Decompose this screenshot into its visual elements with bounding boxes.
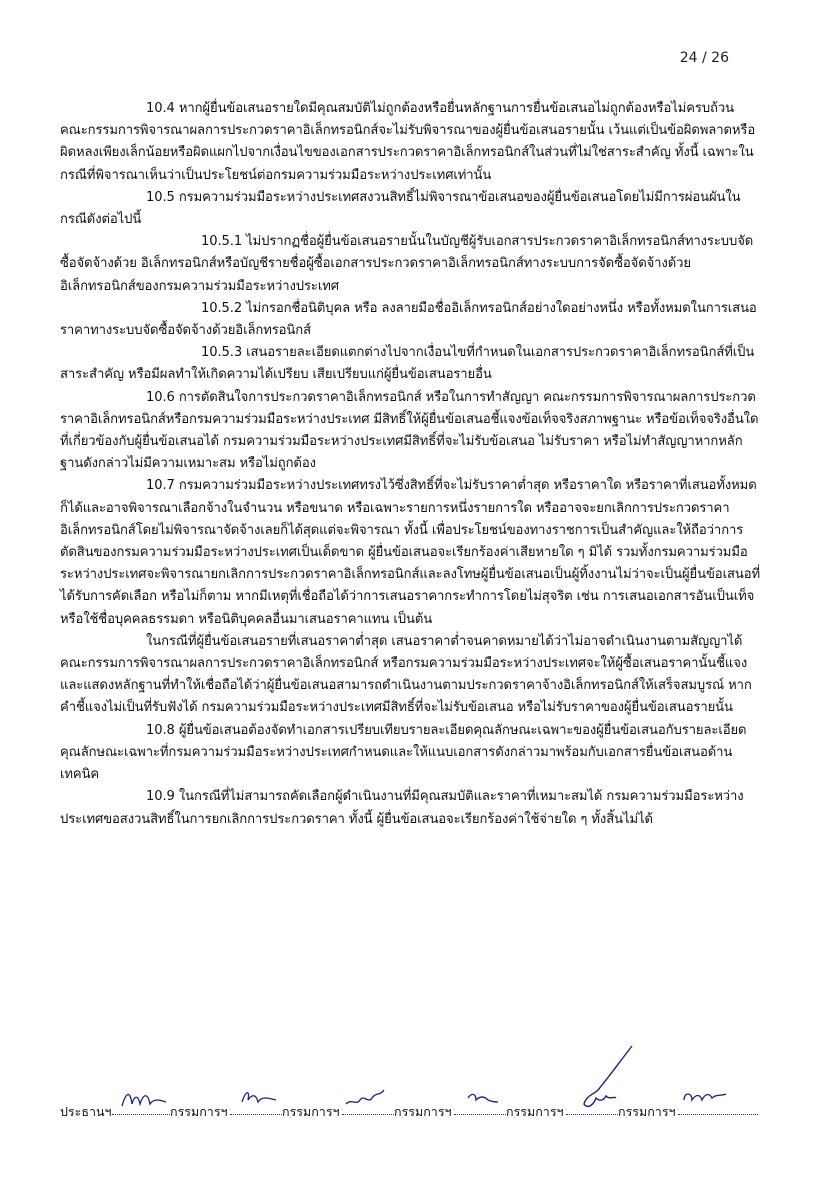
clause-10-5-1: 10.5.1 ไม่ปรากฏชื่อผู้ยื่นข้อเสนอรายนั้นในบัญชีผู้รับเอกสารประกวดราคาอิเล็กทรอนิกส์ทางระบบจัดซื้อจัดจ้างด้วย อิเล็กทรอนิกส์หรือบัญชีรายชื่อผู้ซื้อเอกสารประกวดราคาอิเล็กทรอนิกส์ทางระบบการจัดซื้อจัดจ้างด้วยอิเล็กทรอนิกส์ของกรมความร่วมมือระหว่างประเทศ — [60, 234, 754, 294]
clause-10-7: 10.7 กรมความร่วมมือระหว่างประเทศทรงไว้ซึ่งสิทธิ์ที่จะไม่รับราคาต่ำสุด หรือราคาใด หรือราคาที่เสนอทั้งหมดก็ได้และอาจพิจารณาเลือกจ้างในจำนวน หรือขนาด หรือเฉพาะรายการหนึ่งรายการใด หรืออาจจะยกเลิกการประกวดราคาอิเล็กทรอนิกส์โดยไม่พิจารณาจัดจ้างเลยก็ได้สุดแต่จะพิจารณา ทั้งนี้ เพื่อประโยชน์ของทางราชการเป็นสำคัญและให้ถือว่าการตัดสินของกรมความร่วมมือระหว่างประเทศเป็นเด็ดขาด ผู้ยื่นข้อเสนอจะเรียกร้องค่าเสียหายใด ๆ มิได้ รวมทั้งกรมความร่วมมือระหว่างประเทศจะพิจารณายกเลิกการประกวดราคาอิเล็กทรอนิกส์และลงโทษผู้ยื่นข้อเสนอเป็นผู้ทิ้งงานไม่ว่าจะเป็นผู้ยื่นข้อเสนอที่ได้รับการคัดเลือก หรือไม่ก็ตาม หากมีเหตุที่เชื่อถือได้ว่าการเสนอราคากระทำการโดยไม่สุจริต เช่น การเสนอเอกสารอันเป็นเท็จ หรือใช้ชื่อบุคคลธรรมดา หรือนิติบุคคลอื่นมาเสนอราคาแทน เป็นต้น — [60, 478, 760, 627]
signature-label: ประธานฯ — [60, 1104, 112, 1119]
clause-10-5: 10.5 กรมความร่วมมือระหว่างประเทศสงวนสิทธิ์ไม่พิจารณาข้อเสนอของผู้ยื่นข้อเสนอโดยไม่มีการผ่อนผันในกรณีดังต่อไปนี้ — [60, 189, 741, 228]
signature-label: กรรมการฯ — [618, 1104, 676, 1119]
clause-10-8: 10.8 ผู้ยื่นข้อเสนอต้องจัดทำเอกสารเปรียบเทียบรายละเอียดคุณลักษณะเฉพาะของผู้ยื่นข้อเสนอกับรายละเอียดคุณลักษณะเฉพาะที่กรมความร่วมมือระหว่างประเทศกำหนดและให้แนบเอกสารดังกล่าวมาพร้อมกับเอกสารยื่นข้อเสนอด้านเทคนิค — [60, 722, 747, 783]
clause-10-6: 10.6 การตัดสินใจการประกวดราคาอิเล็กทรอนิกส์ หรือในการทำสัญญา คณะกรรมการพิจารณาผลการประกวดราคาอิเล็กทรอนิกส์หรือกรมความร่วมมือระหว่างประเทศ มีสิทธิ์ให้ผู้ยื่นข้อเสนอชี้แจงข้อเท็จจริงสภาพฐานะ หรือข้อเท็จจริงอื่นใดที่เกี่ยวข้องกับผู้ยื่นข้อเสนอได้ กรมความร่วมมือระหว่างประเทศมีสิทธิ์ที่จะไม่รับข้อเสนอ ไม่รับราคา หรือไม่ทำสัญญาหากหลักฐานดังกล่าวไม่มีความเหมาะสม หรือไม่ถูกต้อง — [60, 389, 759, 472]
handwritten-signature — [240, 1084, 280, 1117]
clause-10-5-2: 10.5.2 ไม่กรอกชื่อนิติบุคล หรือ ลงลายมือชื่ออิเล็กทรอนิกส์อย่างใดอย่างหนึ่ง หรือทั้งหมดในการเสนอราคาทางระบบจัดซื้อจัดจ้างด้วยอิเล็กทรอนิกส์ — [60, 300, 757, 339]
handwritten-signature — [466, 1084, 500, 1117]
clause-10-9: 10.9 ในกรณีที่ไม่สามารถคัดเลือกผู้ดำเนินงานที่มีคุณสมบัติและราคาที่เหมาะสมได้ กรมความร่วมมือระหว่างประเทศขอสงวนสิทธิ์ในการยกเลิกการประกวดราคา ทั้งนี้ ผู้ยื่นข้อเสนอจะเรียกร้องค่าใช้จ่ายใด ๆ ทั้งสิ้นไม่ได้ — [60, 789, 744, 827]
signature-label: กรรมการฯ — [170, 1104, 228, 1119]
handwritten-signature — [120, 1084, 170, 1117]
clause-10-7-lowest-bid: ในกรณีที่ผู้ยื่นข้อเสนอรายที่เสนอราคาต่ำสุด เสนอราคาต่ำจนคาดหมายได้ว่าไม่อาจดำเนินงานตามสัญญาได้ คณะกรรมการพิจารณาผลการประกวดราคาอิเล็กทรอนิกส์ หรือกรมความร่วมมือระหว่างประเทศจะให้ผู้ซื้อเสนอราคานั้นชี้แจงและแสดงหลักฐานที่ทำให้เชื่อถือได้ว่าผู้ยื่นข้อเสนอสามารถดำเนินงานตามประกวดราคาจ้างอิเล็กทรอนิกส์ให้เสร็จสมบูรณ์ หากคำชี้แจงไม่เป็นที่รับฟังได้ กรมความร่วมมือระหว่างประเทศมีสิทธิ์ที่จะไม่รับข้อเสนอ หรือไม่รับราคาของผู้ยื่นข้อเสนอรายนั้น — [60, 633, 752, 716]
signature-label: กรรมการฯ — [282, 1104, 340, 1119]
signature-label: กรรมการฯ — [394, 1104, 452, 1119]
clause-10-4: 10.4 หากผู้ยื่นข้อเสนอรายใดมีคุณสมบัติไม่ถูกต้องหรือยื่นหลักฐานการยื่นข้อเสนอไม่ถูกต้องหรือไม่ครบถ้วน คณะกรรมการพิจารณาผลการประกวดราคาอิเล็กทรอนิกส์จะไม่รับพิจารณาของผู้ยื่นข้อเสนอรายนั้น เว้นแต่เป็นข้อผิดพลาดหรือผิดหลงเพียงเล็กน้อยหรือผิดแผกไปจากเงื่อนไขของเอกสารประกวดราคาอิเล็กทรอนิกส์ในส่วนที่ไม่ใช่สาระสำคัญ ทั้งนี้ เฉพาะในกรณีที่พิจารณาเห็นว่าเป็นประโยชน์ต่อกรมความร่วมมือระหว่างประเทศเท่านั้น — [60, 101, 756, 183]
signature-row — [60, 1102, 775, 1132]
document-body — [60, 98, 763, 831]
handwritten-signature — [680, 1084, 730, 1117]
signature-label: กรรมการฯ — [506, 1104, 564, 1119]
handwritten-signature — [344, 1084, 388, 1117]
clause-10-5-3: 10.5.3 เสนอรายละเอียดแตกต่างไปจากเงื่อนไขที่กำหนดในเอกสารประกวดราคาอิเล็กทรอนิกส์ที่เป็นสาระสำคัญ หรือมีผลทำให้เกิดความได้เปรียบ เสียเปรียบแก่ผู้ยื่นข้อเสนอรายอื่น — [60, 345, 755, 383]
page-number: 24 / 26 — [679, 50, 729, 66]
